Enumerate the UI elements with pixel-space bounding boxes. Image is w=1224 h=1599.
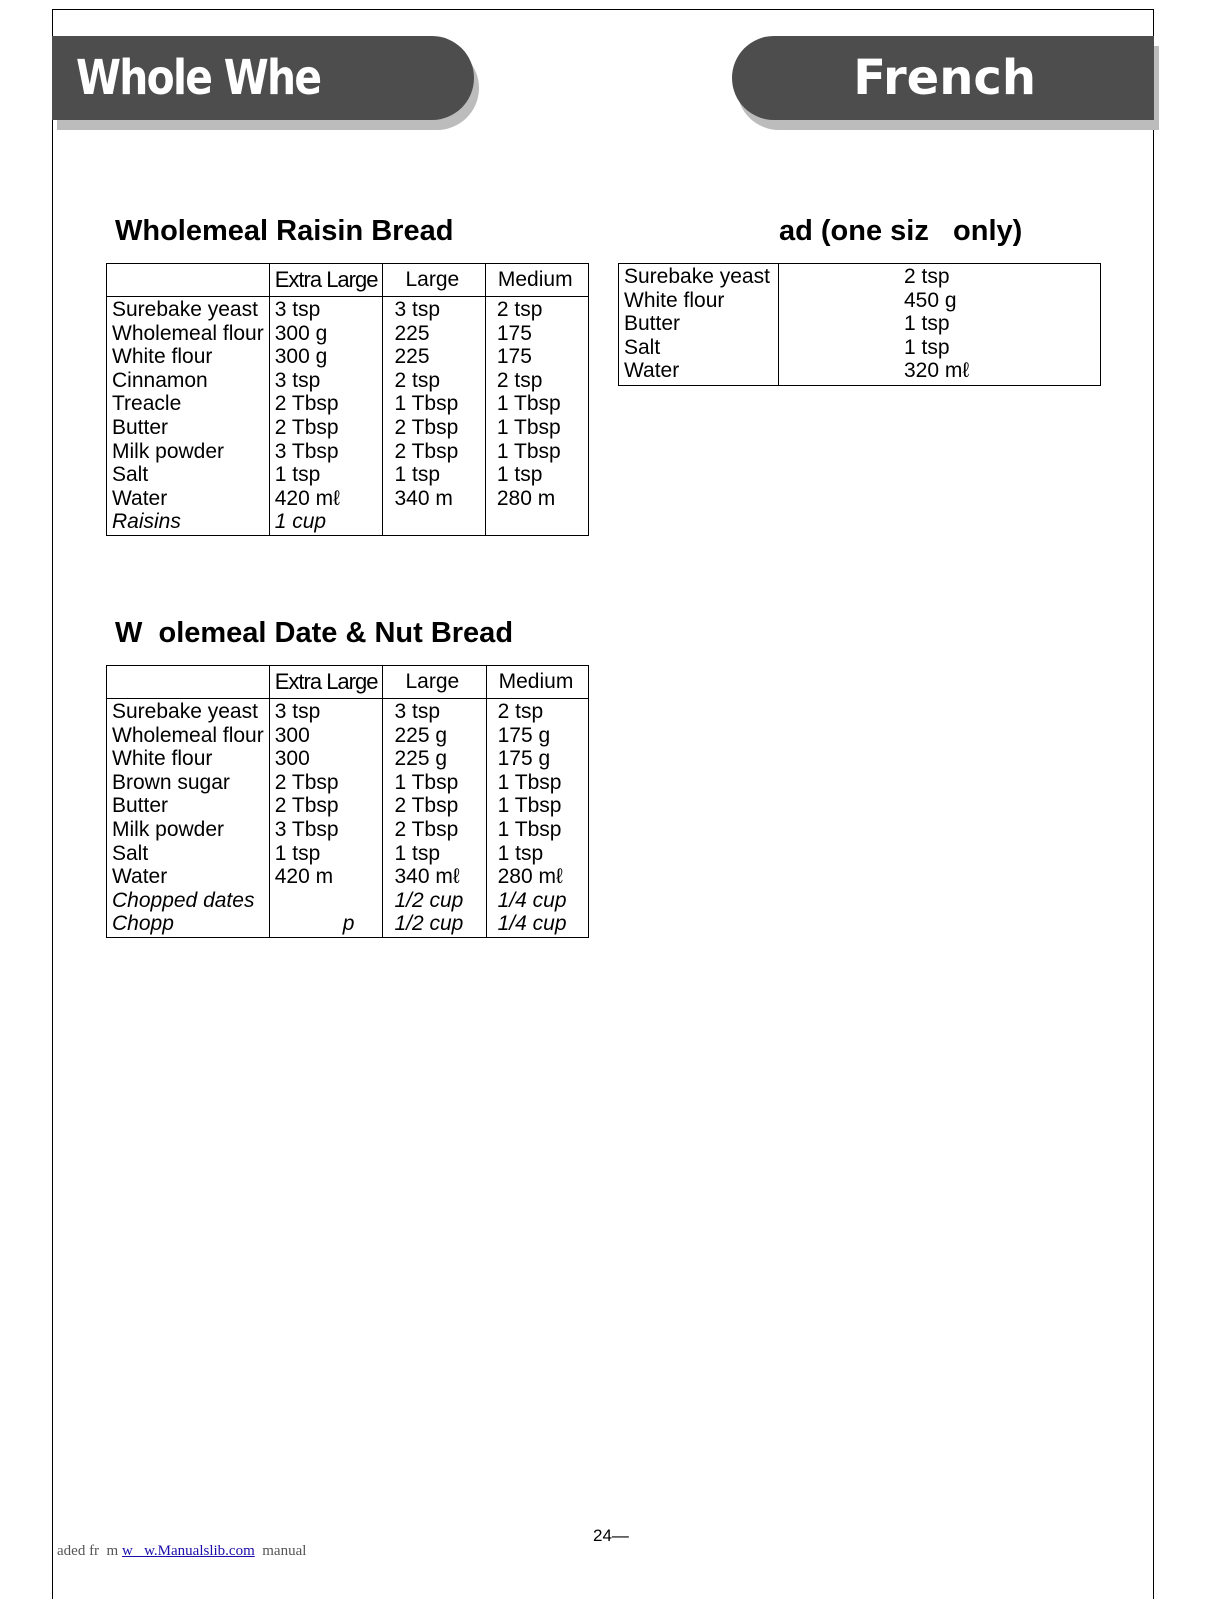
table-row <box>107 747 589 771</box>
ingredient-cell: Butter <box>619 312 779 336</box>
table-row <box>619 312 1101 336</box>
amount-cell: 3 tsp <box>383 699 486 724</box>
amount-cell: 280 m <box>485 487 588 511</box>
amount-cell: 175 g <box>486 724 588 748</box>
raisin-header-medium: Medium <box>485 264 588 297</box>
amount-cell: 2 Tbsp <box>269 771 383 795</box>
french-title: ad (one siz only) <box>779 215 1023 247</box>
amount-cell: 340 m <box>383 487 485 511</box>
table-row <box>107 416 589 440</box>
ingredient-cell: Treacle <box>107 392 270 416</box>
amount-cell: 300 g <box>269 322 383 346</box>
amount-cell: 2 tsp <box>485 369 588 393</box>
amount-cell: 3 tsp <box>269 369 383 393</box>
amount-cell <box>269 889 383 913</box>
table-row <box>107 771 589 795</box>
table-row <box>107 818 589 842</box>
header-banner-left <box>52 36 474 120</box>
table-row <box>107 345 589 369</box>
amount-cell: 2 tsp <box>383 369 485 393</box>
ingredient-cell: Water <box>107 865 270 889</box>
table-row <box>107 794 589 818</box>
amount-cell: 1 Tbsp <box>485 416 588 440</box>
table-row <box>619 289 1101 313</box>
date-nut-header-extra-large: Extra Large <box>269 666 383 699</box>
table-row <box>107 369 589 393</box>
ingredient-cell: Chopped dates <box>107 889 270 913</box>
amount-cell: 2 Tbsp <box>383 818 486 842</box>
amount-cell <box>383 510 485 535</box>
manualslib-link[interactable]: w w.Manualslib.com <box>121 1543 255 1559</box>
amount-cell: 2 Tbsp <box>383 440 485 464</box>
table-row <box>107 510 589 535</box>
amount-cell: p <box>269 912 383 937</box>
amount-cell: 175 <box>485 345 588 369</box>
footer-suffix: manual <box>254 1543 307 1559</box>
amount-cell: 300 <box>269 747 383 771</box>
amount-cell: 3 tsp <box>269 297 383 322</box>
amount-cell: 2 tsp <box>485 297 588 322</box>
french-table <box>618 263 1101 386</box>
ingredient-cell: Water <box>107 487 270 511</box>
amount-cell: 1/2 cup <box>383 912 486 937</box>
amount-cell: 175 <box>485 322 588 346</box>
date-nut-header-ingredient <box>107 666 270 699</box>
table-row <box>107 392 589 416</box>
header-banner-right <box>732 36 1154 120</box>
amount-cell: 225 <box>383 345 485 369</box>
table-row <box>107 699 589 724</box>
ingredient-cell: White flour <box>619 289 779 313</box>
ingredient-cell: Surebake yeast <box>107 297 270 322</box>
amount-cell <box>485 510 588 535</box>
amount-cell: 1 Tbsp <box>485 392 588 416</box>
table-row <box>107 297 589 322</box>
table-row <box>107 912 589 937</box>
header-left-title: Whole Whe <box>76 50 321 106</box>
ingredient-cell: Wholemeal flour <box>107 322 270 346</box>
ingredient-cell: White flour <box>107 747 270 771</box>
ingredient-cell: White flour <box>107 345 270 369</box>
amount-cell: 2 Tbsp <box>383 416 485 440</box>
amount-cell: 1/4 cup <box>486 889 588 913</box>
raisin-header-ingredient <box>107 264 270 297</box>
amount-cell: 1 Tbsp <box>486 818 588 842</box>
ingredient-cell: Wholemeal flour <box>107 724 270 748</box>
table-row <box>619 264 1101 289</box>
amount-cell: 2 tsp <box>486 699 588 724</box>
raisin-title: Wholemeal Raisin Bread <box>115 215 454 247</box>
ingredient-cell: Butter <box>107 794 270 818</box>
amount-cell: 2 tsp <box>779 264 1101 289</box>
table-row <box>107 440 589 464</box>
amount-cell: 3 tsp <box>269 699 383 724</box>
amount-cell: 280 mℓ <box>486 865 588 889</box>
amount-cell: 2 Tbsp <box>383 794 486 818</box>
amount-cell: 1 Tbsp <box>383 771 486 795</box>
amount-cell: 3 Tbsp <box>269 818 383 842</box>
date-nut-table <box>106 665 589 938</box>
amount-cell: 1 tsp <box>269 463 383 487</box>
ingredient-cell: Salt <box>107 842 270 866</box>
amount-cell: 3 Tbsp <box>269 440 383 464</box>
amount-cell: 1 tsp <box>383 842 486 866</box>
table-row <box>619 359 1101 385</box>
table-row <box>619 336 1101 360</box>
amount-cell: 300 g <box>269 345 383 369</box>
ingredient-cell: Milk powder <box>107 440 270 464</box>
amount-cell: 225 <box>383 322 485 346</box>
table-row <box>107 322 589 346</box>
footer-prefix: aded fr m <box>57 1543 122 1559</box>
date-nut-title: W olemeal Date & Nut Bread <box>115 617 514 649</box>
ingredient-cell: Salt <box>619 336 779 360</box>
raisin-table <box>106 263 589 536</box>
ingredient-cell: Chopp <box>107 912 270 937</box>
amount-cell: 175 g <box>486 747 588 771</box>
amount-cell: 225 g <box>383 724 486 748</box>
ingredient-cell: Surebake yeast <box>107 699 270 724</box>
amount-cell: 2 Tbsp <box>269 416 383 440</box>
raisin-header-row <box>107 264 589 297</box>
date-nut-header-large: Large <box>383 666 486 699</box>
ingredient-cell: Salt <box>107 463 270 487</box>
amount-cell: 225 g <box>383 747 486 771</box>
amount-cell: 340 mℓ <box>383 865 486 889</box>
footer <box>57 1543 306 1560</box>
amount-cell: 1 tsp <box>486 842 588 866</box>
amount-cell: 1 tsp <box>269 842 383 866</box>
table-row <box>107 842 589 866</box>
ingredient-cell: Surebake yeast <box>619 264 779 289</box>
ingredient-cell: Water <box>619 359 779 385</box>
amount-cell: 1 cup <box>269 510 383 535</box>
amount-cell: 3 tsp <box>383 297 485 322</box>
amount-cell: 320 mℓ <box>779 359 1101 385</box>
amount-cell: 1 Tbsp <box>486 794 588 818</box>
amount-cell: 1 tsp <box>779 336 1101 360</box>
ingredient-cell: Butter <box>107 416 270 440</box>
amount-cell: 1 tsp <box>779 312 1101 336</box>
amount-cell: 2 Tbsp <box>269 794 383 818</box>
amount-cell: 1/2 cup <box>383 889 486 913</box>
amount-cell: 1 tsp <box>485 463 588 487</box>
table-row <box>107 487 589 511</box>
table-row <box>107 889 589 913</box>
date-nut-header-medium: Medium <box>486 666 588 699</box>
ingredient-cell: Milk powder <box>107 818 270 842</box>
header-right-title: French <box>853 50 1036 106</box>
amount-cell: 1 tsp <box>383 463 485 487</box>
amount-cell: 2 Tbsp <box>269 392 383 416</box>
amount-cell: 300 <box>269 724 383 748</box>
amount-cell: 420 m <box>269 865 383 889</box>
amount-cell: 1/4 cup <box>486 912 588 937</box>
table-row <box>107 865 589 889</box>
raisin-header-extra-large: Extra Large <box>269 264 383 297</box>
amount-cell: 450 g <box>779 289 1101 313</box>
amount-cell: 1 Tbsp <box>383 392 485 416</box>
raisin-header-large: Large <box>383 264 485 297</box>
ingredient-cell: Brown sugar <box>107 771 270 795</box>
amount-cell: 1 Tbsp <box>486 771 588 795</box>
page-number: 24— <box>593 1526 629 1545</box>
amount-cell: 1 Tbsp <box>485 440 588 464</box>
table-row <box>107 463 589 487</box>
date-nut-header-row <box>107 666 589 699</box>
ingredient-cell: Raisins <box>107 510 270 535</box>
table-row <box>107 724 589 748</box>
amount-cell: 420 mℓ <box>269 487 383 511</box>
ingredient-cell: Cinnamon <box>107 369 270 393</box>
